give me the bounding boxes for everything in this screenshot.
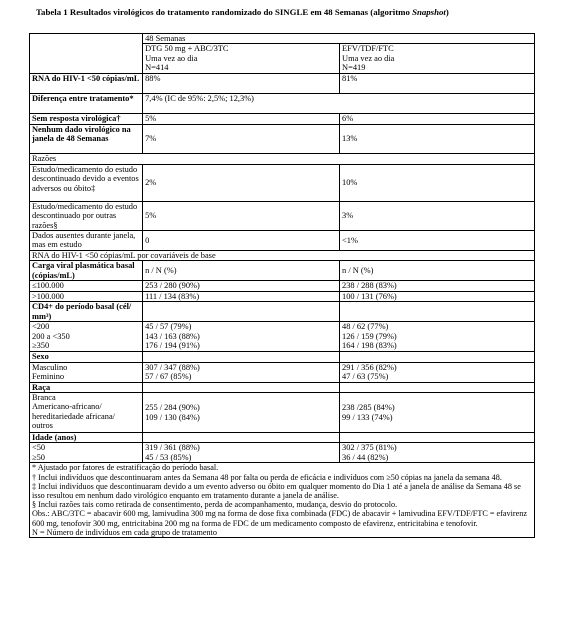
- header-week-row: [30, 34, 535, 44]
- viral-load-label: Carga viral plasmática basal (cópias/mL): [30, 261, 143, 281]
- row-rna-label: RNA do HIV-1 <50 cópias/mL: [30, 74, 143, 94]
- idade-under-50: <50: [32, 443, 46, 453]
- sexo-male-v1: 307 / 347 (88%): [145, 362, 200, 372]
- sexo-header-v1: [143, 352, 340, 362]
- raca-values-v2: [340, 393, 535, 433]
- viral-low-v1: 253 / 280 (90%): [143, 281, 340, 291]
- idade-50-plus-v1: 45 / 53 (85%): [145, 452, 192, 462]
- row-reasons: [30, 153, 535, 164]
- sexo-female-v1: 57 / 67 (85%): [145, 372, 192, 382]
- cd4-v2-2: 126 / 159 (79%): [342, 331, 397, 341]
- reason-other-v2: 3%: [340, 201, 535, 230]
- cd4-v1-2: 143 / 163 (88%): [145, 331, 200, 341]
- reason-adverse-v2: 10%: [340, 164, 535, 201]
- row-nodata: [30, 124, 535, 153]
- reason-adverse-label: Estudo/medicamento do estudo descontinuado devido a eventos adversos ou óbito‡: [30, 164, 143, 201]
- row-rna-v2: 81%: [340, 74, 535, 94]
- sexo-male: Masculino: [32, 362, 68, 372]
- cd4-values-v1: [143, 322, 340, 352]
- reason-missing-label: Dados ausentes durante janela, mas em estudo: [30, 231, 143, 251]
- row-raca-header: [30, 382, 535, 392]
- covariates-label: RNA do HIV-1 <50 cópias/mL por covariáveis de base: [30, 251, 535, 261]
- reason-other-label: Estudo/medicamento do estudo descontinuado por outras razões§: [30, 201, 143, 230]
- cd4-categories: [30, 322, 143, 352]
- cd4-header-v2: [340, 302, 535, 322]
- raca-african-1: Americano-africano/: [32, 402, 102, 412]
- arm1-line1: DTG 50 mg + ABC/3TC: [145, 44, 229, 54]
- idade-under-50-v2: 302 / 375 (81%): [342, 443, 397, 453]
- idade-under-50-v1: 319 / 361 (88%): [145, 443, 200, 453]
- title-emphasis: Snapshot: [412, 7, 446, 17]
- sexo-values-v2: [340, 362, 535, 382]
- arm1-line2: Uma vez ao dia: [145, 53, 198, 63]
- row-nodata-label: Nenhum dado virológico na janela de 48 Semanas: [30, 124, 143, 153]
- idade-values-v2: [340, 443, 535, 463]
- row-nodata-v1: 7%: [143, 124, 340, 153]
- raca-label: Raça: [30, 382, 143, 392]
- raca-white: Branca: [32, 393, 56, 403]
- row-nores-label: Sem resposta virológica†: [30, 114, 143, 124]
- row-sexo-values: [30, 362, 535, 382]
- title-text: Tabela 1 Resultados virológicos do tratamento randomizado do SINGLE em 48 Semanas (algoritmo: [36, 7, 413, 17]
- raca-header-v2: [340, 382, 535, 392]
- sexo-male-v2: 291 / 356 (82%): [342, 362, 397, 372]
- viral-load-v2: n / N (%): [340, 261, 535, 281]
- footnote-no-response: † Inclui indivíduos que descontinuaram antes da Semana 48 por falta ou perda de eficácia e indivíduos com ≥50 cópias na janela da semana 48.: [32, 472, 502, 482]
- viral-load-v1: n / N (%): [143, 261, 340, 281]
- table-title: [36, 8, 449, 18]
- arm2-line1: EFV/TDF/FTC: [342, 44, 394, 54]
- footnote-adverse: ‡ Inclui indivíduos que descontinuaram devido a um evento adverso ou óbito em qualquer momento do Dia 1 até a janela de análise da Semana 48 se isso resultou em nenhum dado virológico enquanto em tratamento durante a janela de análise.: [32, 481, 521, 501]
- sexo-categories: [30, 362, 143, 382]
- row-idade-values: [30, 443, 535, 463]
- raca-values-v1: [143, 393, 340, 433]
- reason-adverse-v1: 2%: [143, 164, 340, 201]
- idade-label: Idade (anos): [30, 433, 143, 443]
- viral-high-v1: 111 / 134 (83%): [143, 291, 340, 301]
- row-reasons-label: Razões: [30, 153, 535, 164]
- footnotes: [30, 463, 535, 538]
- reason-missing-v2: <1%: [340, 231, 535, 251]
- row-diff: [30, 94, 535, 114]
- row-sexo-header: [30, 352, 535, 362]
- sexo-female-v2: 47 / 63 (75%): [342, 372, 389, 382]
- raca-african-3: outros: [32, 421, 53, 431]
- header-arm-efv: [340, 44, 535, 74]
- cd4-cat-3: ≥350: [32, 341, 50, 351]
- row-viral-high: [30, 291, 535, 301]
- row-reason-adverse: [30, 164, 535, 201]
- raca-african-v1: 109 / 130 (84%): [145, 412, 200, 422]
- row-reason-other: [30, 201, 535, 230]
- sexo-values-v1: [143, 362, 340, 382]
- header-empty-cell: [30, 34, 143, 74]
- footnote-n-definition: N = Número de indivíduos em cada grupo de tratamento: [32, 527, 217, 537]
- row-viral-low: [30, 281, 535, 291]
- raca-white-v2: 238 /285 (84%): [342, 403, 395, 413]
- footnote-other-reasons: § Inclui razões tais como retirada de consentimento, perda de acompanhamento, mudança, desvio do protocolo.: [32, 500, 398, 510]
- idade-values-v1: [143, 443, 340, 463]
- header-week: 48 Semanas: [143, 34, 535, 44]
- row-reason-missing: [30, 231, 535, 251]
- row-nores: [30, 114, 535, 124]
- cd4-label: CD4+ do período basal (cél/ mm³): [30, 302, 143, 322]
- idade-header-v1: [143, 433, 340, 443]
- row-rna-v1: 88%: [143, 74, 340, 94]
- cd4-cat-2: 200 a <350: [32, 331, 70, 341]
- row-nodata-v2: 13%: [340, 124, 535, 153]
- raca-african-2: hereditariedade africana/: [32, 411, 115, 421]
- row-cd4-values: [30, 322, 535, 352]
- raca-white-v1: 255 / 284 (90%): [145, 403, 200, 413]
- header-arm-dtg: [143, 44, 340, 74]
- reason-other-v1: 5%: [143, 201, 340, 230]
- cd4-values-v2: [340, 322, 535, 352]
- footnote-observations: Obs.: ABC/3TC = abacavir 600 mg, lamivudina 300 mg na forma de dose fixa combinada (FDC) de abacavir + lamivudina EFV/TDF/FTC = efavirenz 600 mg, tenofovir 300 mg, entricitabina 200 mg na forma de FDC de um medicamento composto de efavirenz, entricitabina e tenofovir.: [32, 509, 527, 528]
- viral-low-v2: 238 / 288 (83%): [340, 281, 535, 291]
- sexo-header-v2: [340, 352, 535, 362]
- reason-missing-v1: 0: [143, 231, 340, 251]
- row-diff-label: Diferença entre tratamento*: [30, 94, 143, 114]
- cd4-header-v1: [143, 302, 340, 322]
- raca-categories: [30, 393, 143, 433]
- row-idade-header: [30, 433, 535, 443]
- row-diff-value: 7,4% (IC de 95%: 2,5%; 12,3%): [143, 94, 535, 114]
- arm2-line2: Uma vez ao dia: [342, 53, 395, 63]
- cd4-v2-3: 164 / 198 (83%): [342, 341, 397, 351]
- idade-50-plus-v2: 36 / 44 (82%): [342, 452, 389, 462]
- cd4-cat-1: <200: [32, 322, 50, 332]
- cd4-v2-1: 48 / 62 (77%): [342, 322, 389, 332]
- cd4-v1-1: 45 / 57 (79%): [145, 322, 192, 332]
- idade-50-plus: ≥50: [32, 452, 45, 462]
- raca-african-v2: 99 / 133 (74%): [342, 412, 393, 422]
- row-raca-values: [30, 393, 535, 433]
- arm2-line3: N=419: [342, 63, 366, 73]
- row-cd4-header: [30, 302, 535, 322]
- viral-high-v2: 100 / 131 (76%): [340, 291, 535, 301]
- arm1-line3: N=414: [145, 63, 169, 73]
- row-nores-v1: 5%: [143, 114, 340, 124]
- sexo-label: Sexo: [30, 352, 143, 362]
- footnote-adjusted: * Ajustado por fatores de estratificação do período basal.: [32, 463, 219, 473]
- row-footnotes: [30, 463, 535, 538]
- title-suffix: ): [445, 7, 449, 17]
- viral-low-label: ≤100.000: [30, 281, 143, 291]
- row-covariates: [30, 251, 535, 261]
- row-rna: [30, 74, 535, 94]
- results-table: [29, 33, 535, 538]
- idade-header-v2: [340, 433, 535, 443]
- cd4-v1-3: 176 / 194 (91%): [145, 341, 200, 351]
- viral-high-label: >100.000: [30, 291, 143, 301]
- row-nores-v2: 6%: [340, 114, 535, 124]
- sexo-female: Feminino: [32, 372, 65, 382]
- raca-header-v1: [143, 382, 340, 392]
- row-viral-header: [30, 261, 535, 281]
- idade-categories: [30, 443, 143, 463]
